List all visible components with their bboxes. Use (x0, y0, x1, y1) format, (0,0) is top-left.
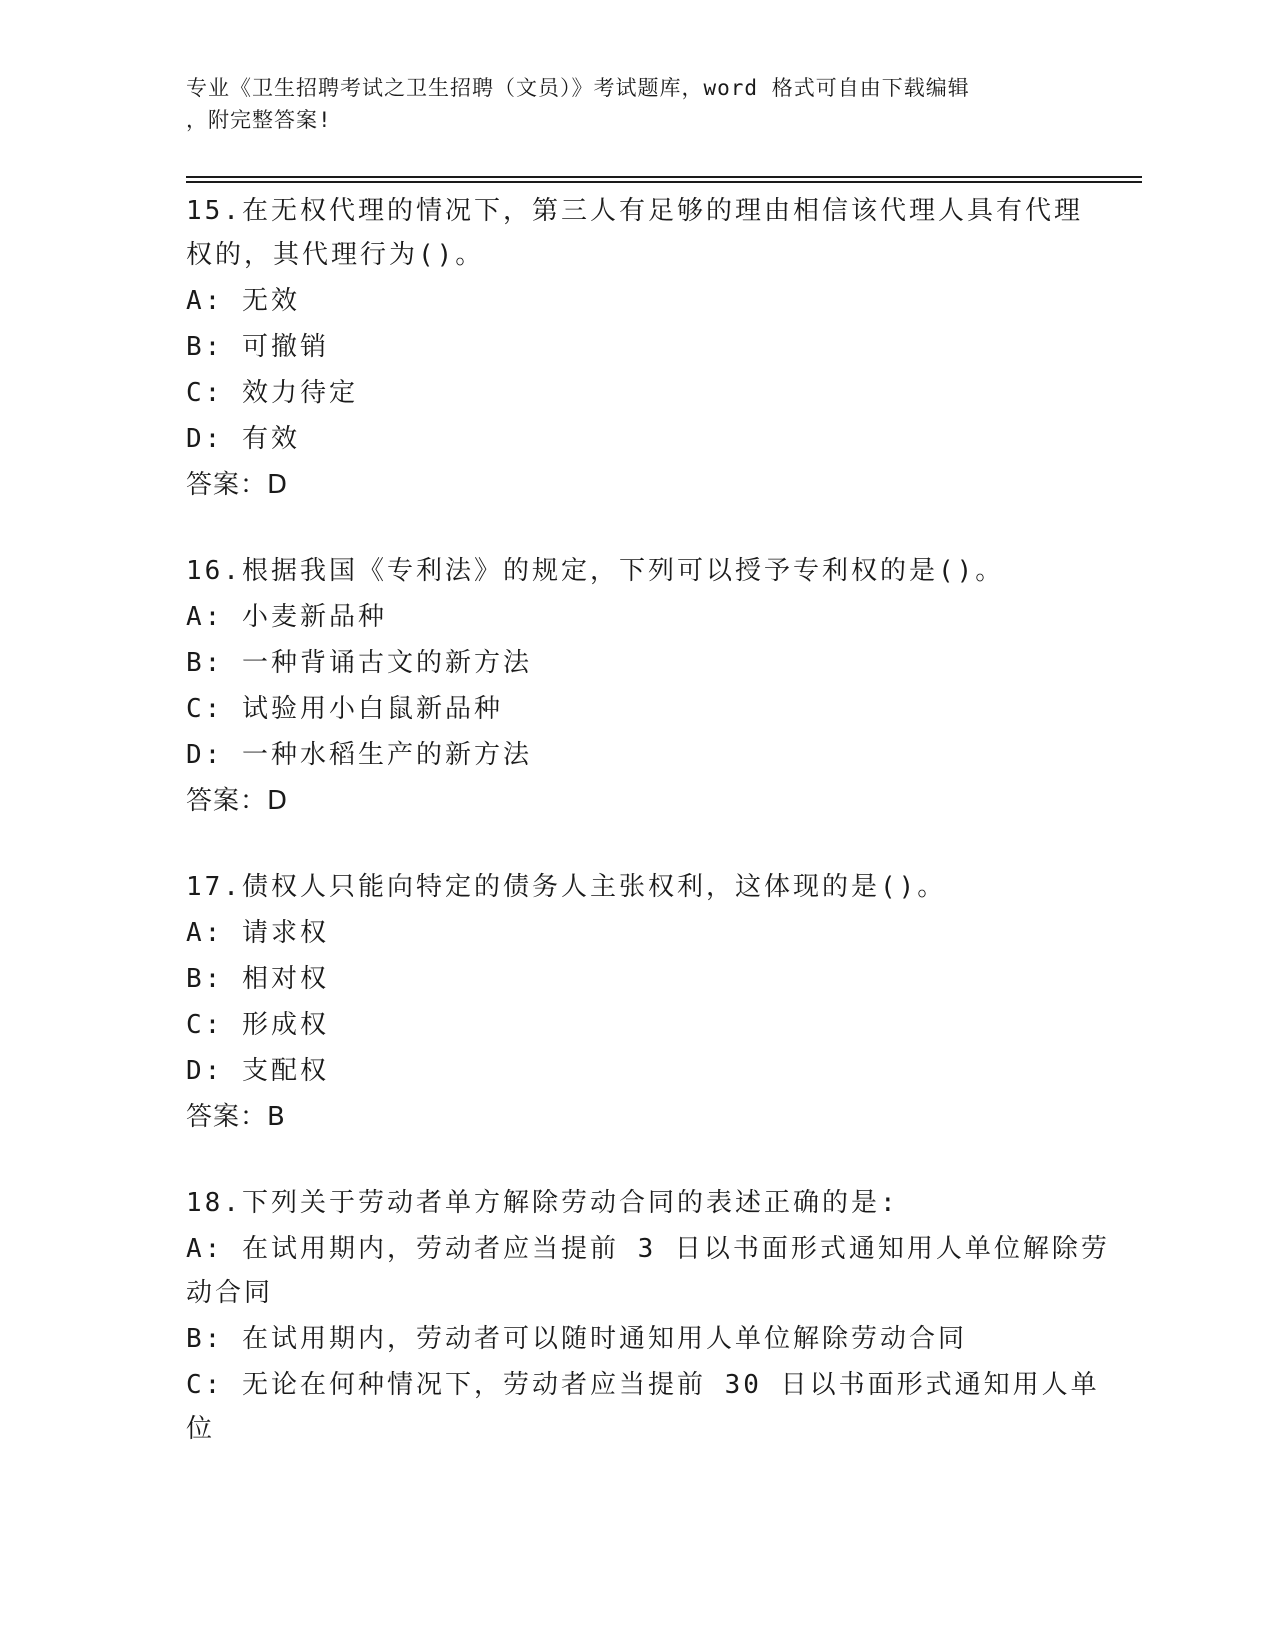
question-stem: 权的，其代理行为()。 (186, 240, 485, 270)
answer-option: 位 (186, 1414, 216, 1444)
answer-option: B: 在试用期内，劳动者可以随时通知用人单位解除劳动合同 (186, 1324, 967, 1354)
question-block (186, 864, 1066, 1140)
answer-option: D: 支配权 (186, 1056, 329, 1086)
header-divider-bottom (186, 181, 1142, 183)
header-line-1: 专业《卫生招聘考试之卫生招聘（文员）》考试题库，word 格式可自由下载编辑 (186, 76, 970, 100)
header-line-2: ，附完整答案! (186, 108, 332, 132)
correct-answer: 答案：D (186, 786, 289, 816)
answer-option: C: 形成权 (186, 1010, 329, 1040)
answer-option: A: 无效 (186, 286, 300, 316)
question-block (186, 1180, 1110, 1452)
header-divider-top (186, 176, 1142, 178)
answer-option: D: 一种水稻生产的新方法 (186, 740, 532, 770)
answer-option: 动合同 (186, 1278, 274, 1308)
answer-option: D: 有效 (186, 424, 300, 454)
question-stem: 17.债权人只能向特定的债务人主张权利，这体现的是()。 (186, 872, 947, 902)
correct-answer: 答案：D (186, 470, 289, 500)
question-block (186, 188, 1083, 508)
answer-option: A: 在试用期内，劳动者应当提前 3 日以书面形式通知用人单位解除劳 (186, 1234, 1110, 1264)
answer-option: A: 小麦新品种 (186, 602, 387, 632)
answer-option: C: 效力待定 (186, 378, 358, 408)
correct-answer: 答案：B (186, 1102, 286, 1132)
question-stem: 18.下列关于劳动者单方解除劳动合同的表述正确的是: (186, 1188, 899, 1218)
answer-option: C: 试验用小白鼠新品种 (186, 694, 503, 724)
answer-option: A: 请求权 (186, 918, 329, 948)
answer-option: B: 可撤销 (186, 332, 329, 362)
question-stem: 15.在无权代理的情况下，第三人有足够的理由相信该代理人具有代理 (186, 196, 1083, 226)
question-stem: 16.根据我国《专利法》的规定，下列可以授予专利权的是()。 (186, 556, 1005, 586)
answer-option: B: 一种背诵古文的新方法 (186, 648, 532, 678)
answer-option: C: 无论在何种情况下，劳动者应当提前 30 日以书面形式通知用人单 (186, 1370, 1100, 1400)
question-list (186, 188, 1110, 1492)
document-header (186, 72, 1066, 136)
question-block (186, 548, 1066, 824)
answer-option: B: 相对权 (186, 964, 329, 994)
